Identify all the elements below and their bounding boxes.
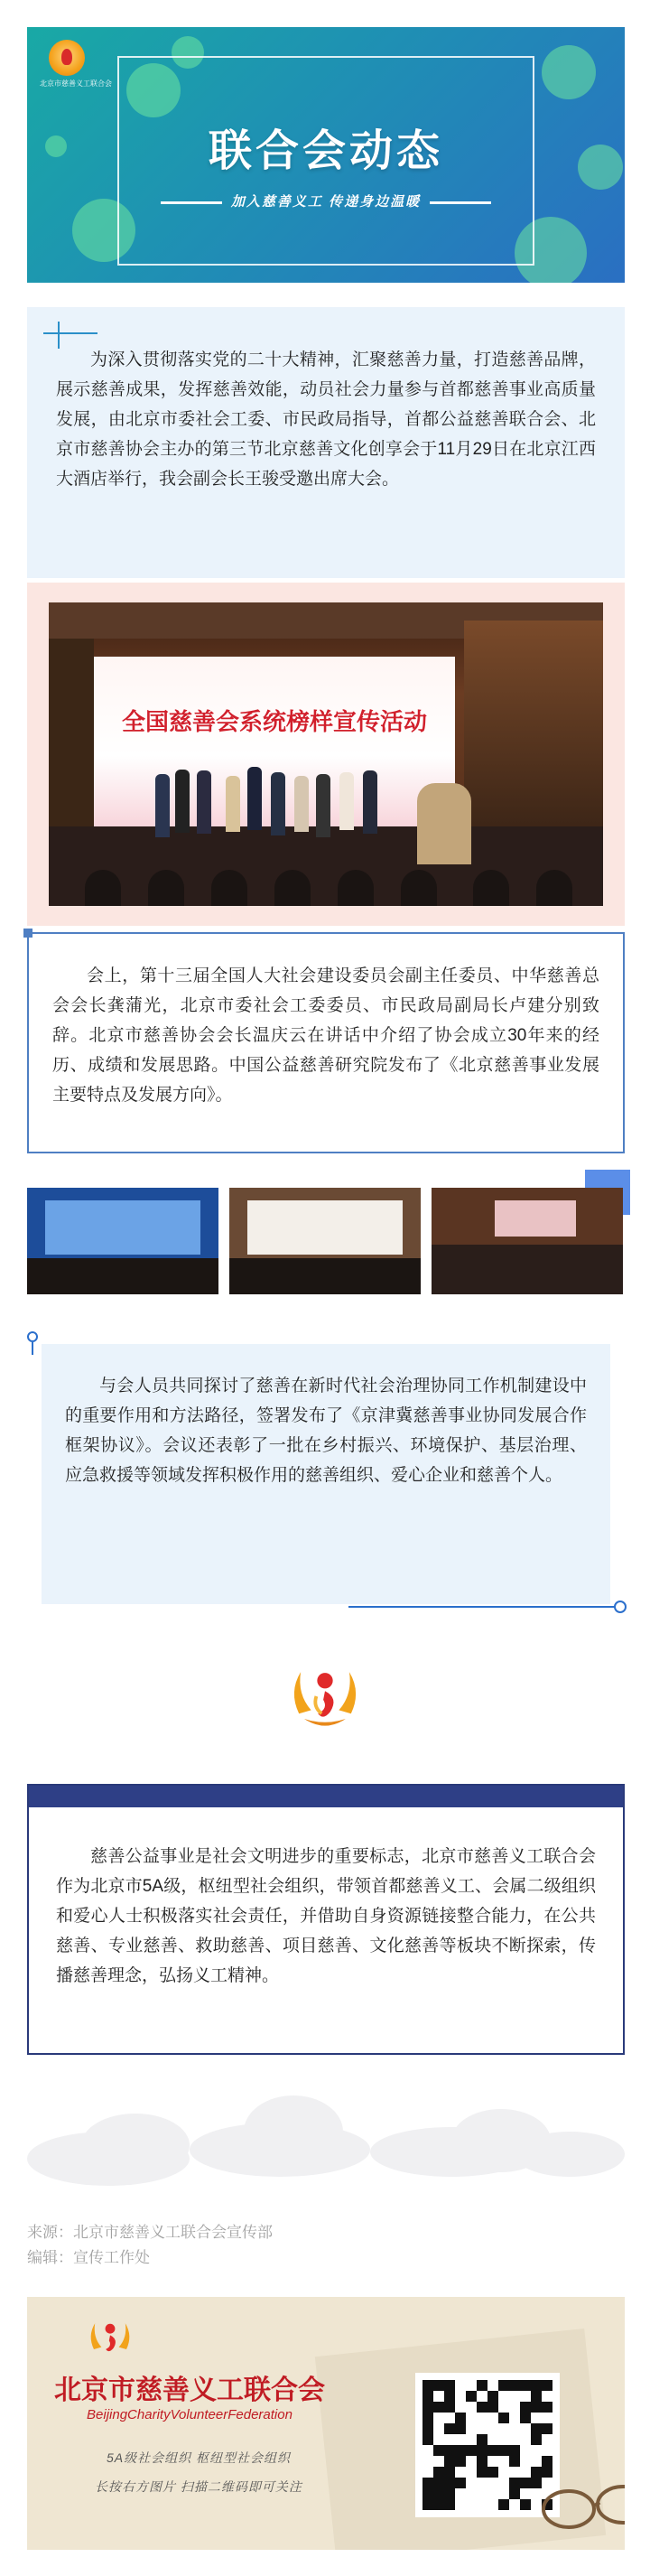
page-subtitle: 加入慈善义工 传递身边温暖 xyxy=(230,194,422,210)
gallery-photo xyxy=(27,1188,218,1294)
corner-decor xyxy=(32,1342,33,1355)
event-photo-frame xyxy=(27,583,625,926)
follow-hint: 长按右方图片 扫描二维码即可关注 xyxy=(95,2479,302,2494)
charity-emblem-icon xyxy=(282,1653,368,1740)
corner-decor xyxy=(614,1601,627,1613)
about-card xyxy=(27,1784,625,2055)
org-name-en: BeijingCharityVolunteerFederation xyxy=(87,2407,292,2422)
card-header-bar xyxy=(29,1786,623,1807)
corner-decor xyxy=(27,1331,38,1342)
photo-gallery xyxy=(27,1170,625,1296)
cooperation-card xyxy=(42,1344,610,1604)
org-logo-text: 北京市慈善义工联合会 xyxy=(40,79,112,88)
corner-decor xyxy=(43,332,98,334)
intro-paragraph: 为深入贯彻落实党的二十大精神，汇聚慈善力量，打造慈善品牌，展示慈善成果，发挥慈善效能，动员社会力量参与首都慈善事业高质量发展，由北京市委社会工委、市民政局指导，首都公益慈善联合会、北京市慈善协会主办的第三节北京慈善文化创享会于11月29日在北京江西大酒店举行，我会副会长王骏受邀出席大会。 xyxy=(56,350,596,489)
stage-screen-title: 全国慈善会系统榜样宣传活动 xyxy=(121,709,427,736)
event-photo xyxy=(49,602,603,906)
gallery-photo xyxy=(229,1188,421,1294)
cloud-decor xyxy=(27,2095,625,2177)
footer-card xyxy=(27,2297,625,2550)
about-paragraph: 慈善公益事业是社会文明进步的重要标志，北京市慈善义工联合会作为北京市5A级，枢纽型社会组织，带领首都慈善义工、会属二级组织和爱心人士积极落实社会责任，并借助自身资源链接整合能力，在公共慈善、专业慈善、救助慈善、项目慈善、文化慈善等板块不断探索，传播慈善理念，弘扬义工精神。 xyxy=(56,1847,596,1985)
glasses-icon xyxy=(533,2469,625,2541)
slogan-line: 5A级社会组织 枢纽型社会组织 xyxy=(106,2450,291,2465)
divider-line xyxy=(348,1606,619,1608)
editor-credit: 编辑：宣传工作处 xyxy=(27,2249,150,2266)
source-credit: 来源：北京市慈善义工联合会宣传部 xyxy=(27,2224,273,2241)
org-name: 北京市慈善义工联合会 xyxy=(54,2375,325,2406)
gallery-photo xyxy=(432,1188,623,1294)
meeting-paragraph: 会上，第十三届全国人大社会建设委员会副主任委员、中华慈善总会会长龚蒲光，北京市委社会工委委员、市民政局副局长卢建分别致辞。北京市慈善协会会长温庆云在讲话中介绍了协会成立30年来的经历、成绩和发展思路。中国公益慈善研究院发布了《北京慈善事业发展主要特点及发展方向》。 xyxy=(52,966,599,1105)
charity-emblem-icon xyxy=(49,40,85,76)
decor-bubble xyxy=(542,45,596,99)
header-banner xyxy=(27,27,625,283)
page-title: 联合会动态 xyxy=(208,126,443,176)
cooperation-paragraph: 与会人员共同探讨了慈善在新时代社会治理协同工作机制建设中的重要作用和方法路径，签署发布了《京津冀慈善事业协同发展合作框架协议》。会议还表彰了一批在乡村振兴、环境保护、基层治理、应急救援等领域发挥积极作用的慈善组织、爱心企业和慈善个人。 xyxy=(65,1377,587,1485)
charity-emblem-icon xyxy=(83,2311,137,2366)
corner-decor xyxy=(58,322,60,349)
meeting-card xyxy=(27,932,625,1153)
stage-floor xyxy=(49,826,603,906)
intro-card xyxy=(27,307,625,578)
org-logo xyxy=(40,40,112,89)
corner-decor xyxy=(23,929,32,938)
